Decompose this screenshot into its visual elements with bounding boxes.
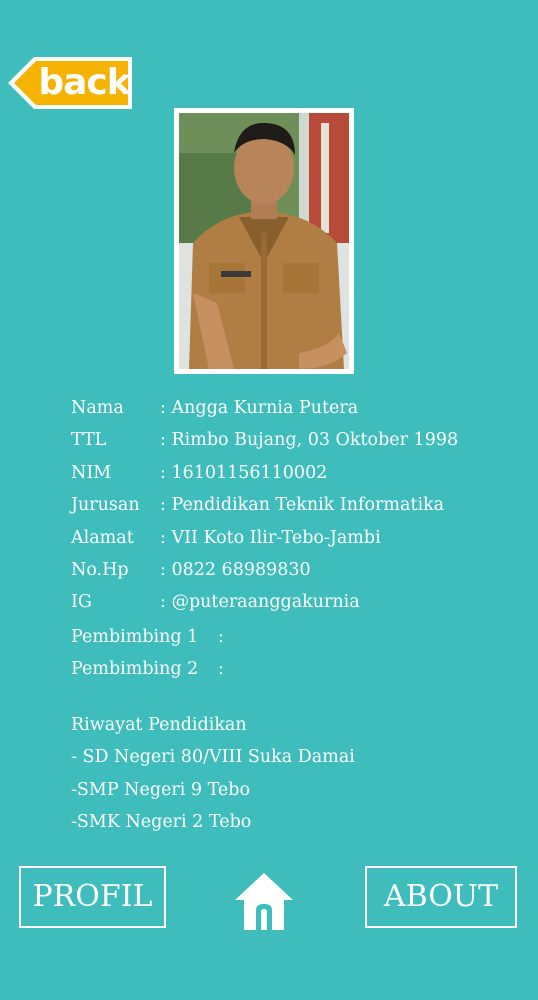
home-icon [232,870,296,932]
pembimbing-value: : [218,627,224,647]
info-row-nama [71,392,458,424]
info-row-jurusan [71,489,458,521]
info-value: : Rimbo Bujang, 03 Oktober 1998 [160,430,459,451]
info-row-nohp [71,554,458,586]
info-value: : @puteraanggakurnia [160,592,360,613]
info-value: : VII Koto Ilir-Tebo-Jambi [160,527,381,548]
education-title: Riwayat Pendidikan [71,715,247,735]
education-item: -SMP Negeri 9 Tebo [71,779,251,800]
profile-info [71,392,458,619]
profil-button[interactable]: PROFIL [19,866,166,928]
info-row-ttl [71,424,458,456]
info-label: TTL [71,430,107,451]
about-button[interactable]: ABOUT [365,866,517,928]
info-label: IG [71,592,92,613]
info-row-ig [71,586,458,618]
pembimbing-value: : [218,659,224,680]
pembimbing-label: Pembimbing 1 [71,627,199,647]
info-value: : Angga Kurnia Putera [160,398,359,418]
back-label: back [38,62,130,103]
info-row-alamat [71,522,458,554]
pembimbing-row-1 [71,621,224,653]
home-button[interactable] [232,870,296,932]
pembimbing-row-2 [71,653,224,685]
profile-photo-frame [174,108,354,374]
pembimbing-label: Pembimbing 2 [71,659,199,680]
info-label: Jurusan [71,495,140,516]
info-value: : Pendidikan Teknik Informatika [160,495,445,516]
info-row-nim [71,457,458,489]
education-history [71,709,355,839]
profile-photo [179,113,349,369]
back-button[interactable] [6,55,134,111]
info-label: Alamat [71,527,134,548]
education-item: - SD Negeri 80/VIII Suka Damai [71,747,355,768]
info-value: : 0822 68989830 [160,560,311,581]
info-value: : 16101156110002 [160,462,328,483]
pembimbing-section [71,621,224,686]
education-item: -SMK Negeri 2 Tebo [71,812,252,833]
info-label: No.Hp [71,560,129,581]
info-label: Nama [71,398,124,418]
info-label: NIM [71,462,112,483]
